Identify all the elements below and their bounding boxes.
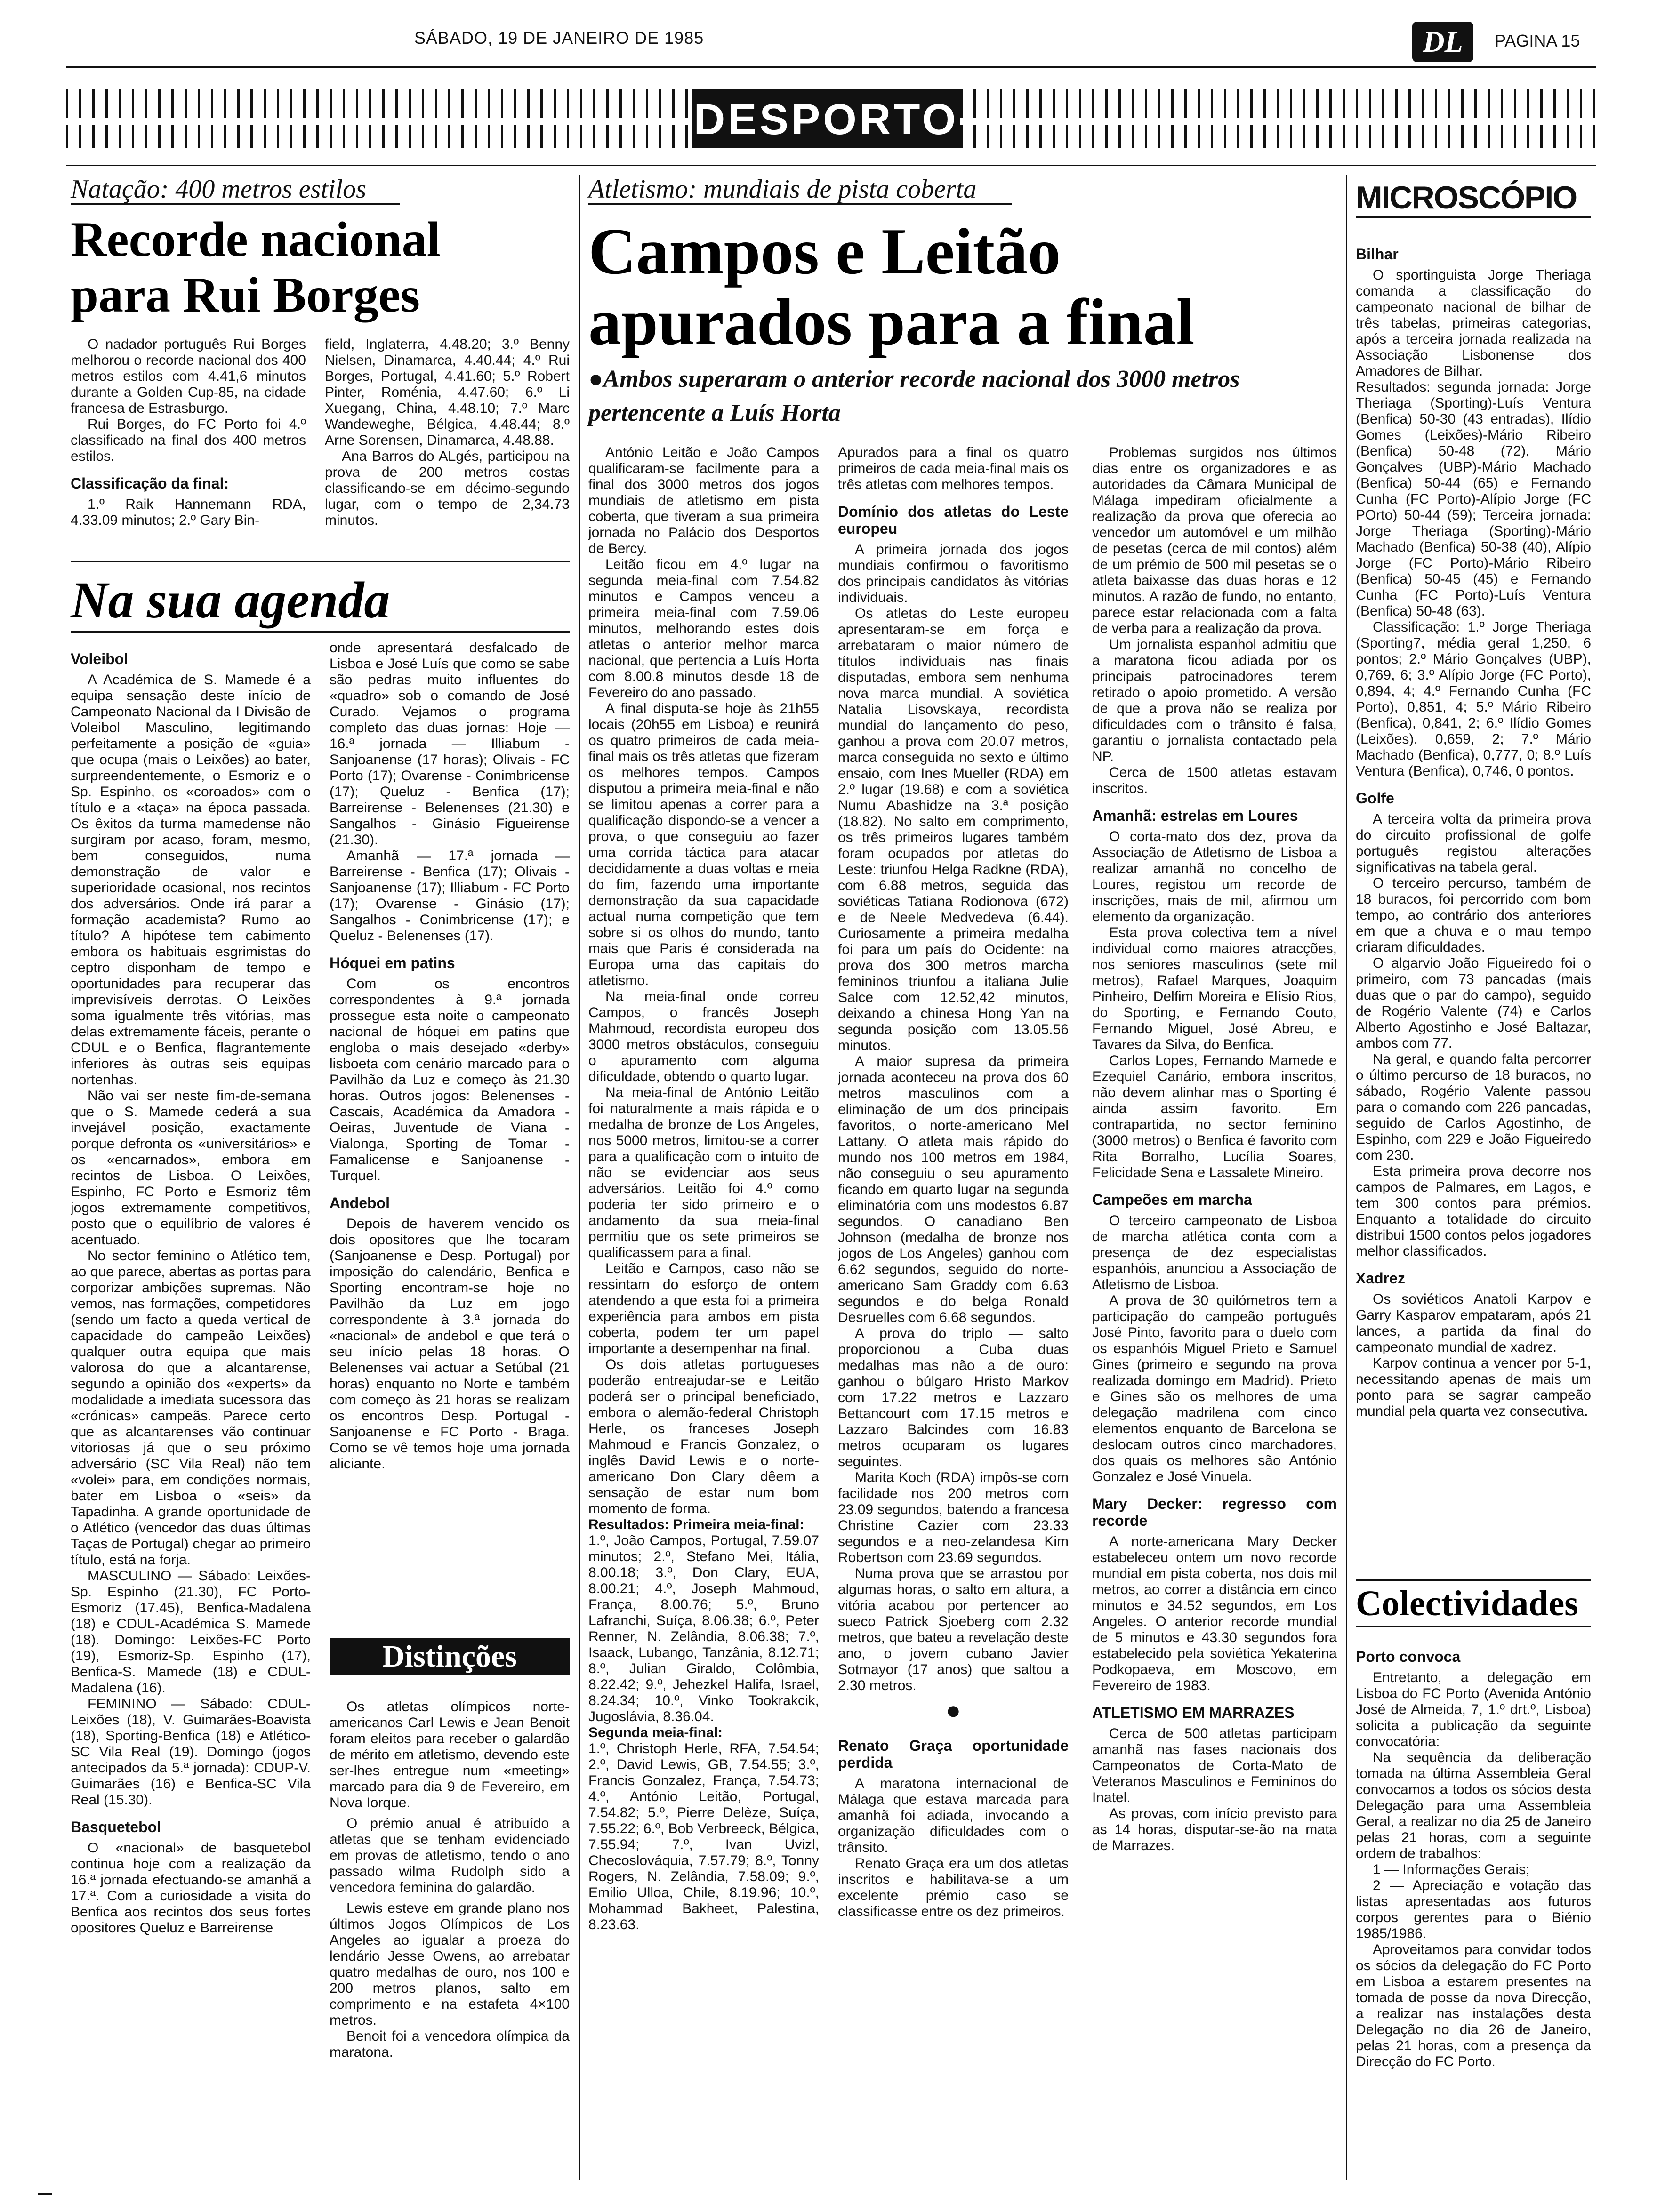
agenda-para: MASCULINO — Sábado: Leixões-Sp. Espinho (21.30), FC Porto-Esmoriz (17.45), Benfica-Madalena (18) e CDUL-Académica S. Mamede (18). Domingo: Leixões-FC Porto (19), Esmoriz-Sp. Espinho (17), Benfica-S. Mamede (18) e CDUL-Madalena (16). <box>71 1568 311 1696</box>
atletismo-results-heading: Resultados: Primeira meia-final: <box>588 1517 804 1532</box>
colectividades-para: Na sequência da deliberação tomada na última Assembleia Geral convocamos a todos os sócios desta Delegação para uma Assembleia Geral, a realizar no dia 25 de Janeiro pelas 21 horas, com a seguinte ordem de trabalhos: <box>1356 1750 1591 1861</box>
colectividades-para: Aproveitamos para convidar todos os sócios da delegação do FC Porto em Lisboa a estarem presentes na tomada de posse da nova Direcção, a realizar nas instalações desta Delegação no dia 26 de Janeiro, pelas 21 horas, com a presença da Direcção do FC Porto. <box>1356 1942 1591 2069</box>
microscopio-para: O sportinguista Jorge Theriaga comanda a classificação do campeonato nacional de bilhar de três tabelas, primeiras categorias, após a terceira jornada realizada na Associação Lisbonense dos Amadores de Bilhar. <box>1356 267 1591 379</box>
colectividades-para: Entretanto, a delegação em Lisboa do FC Porto (Avenida António José de Almeida, 7, 1.º drt.º, Lisboa) solicita a publicação da seguinte convocatória: <box>1356 1670 1591 1749</box>
atletismo-para: Cerca de 500 atletas participam amanhã nas fases nacionais dos Campeonatos de Corta-Mato de Veteranos Masculinos e Femininos do Inatel. <box>1092 1726 1337 1805</box>
natacao-para: O nadador português Rui Borges melhorou o recorde nacional dos 400 metros estilos com 4.41,6 minutos durante a Golden Cup-85, na cidade francesa de Estrasburgo. <box>71 337 306 416</box>
agenda-para: No sector feminino o Atlético tem, ao que parece, abertas as portas para corporizar ambições supremas. Não vemos, nas formações, competidores (sendo um facto a queda vertical de capacidade do campeão Leixões) qualquer outra equipa que mais valorosa do que a alcantarense, segundo a opinião dos «experts» da modalidade a imediata sucessora das «crónicas» campeãs. Parece certo que as alcantarenses vão continuar vitoriosas já que o seu próximo adversário (SC Vila Real) não tem «volei» para, em condições normais, bater em Lisboa o «seis» da Tapadinha. A grande oportunidade de o Atlético (vencedor das duas últimas Taças de Portugal) chegar ao primeiro título, está na forja. <box>71 1248 311 1568</box>
colectividades-para: 2 — Apreciação e votação das listas apresentadas aos futuros corpos gerentes para o Biénio 1985/1986. <box>1356 1878 1591 1941</box>
atletismo-para: 1.º, João Campos, Portugal, 7.59.07 minutos; 2.º, Stefano Mei, Itália, 8.00.18; 3.º, Don Clary, EUA, 8.00.21; 4.º, Joseph Mahmoud, França, 8.00.76; 5.º, Bruno Lafranchi, Suíça, 8.06.38; 6.º, Peter Renner, N. Zelândia, 8.06.38; 7.º, Isaack, Lubango, Tanzânia, 8.12.71; 8.º, Julian Giraldo, Colômbia, 8.22.42; 9.º, Jehezkel Halifa, Israel, 8.24.34; 10.º, Vinko Tookrakcik, Jugoslávia, 8.36.04. <box>588 1533 819 1724</box>
header-rule <box>66 66 1596 68</box>
distincoes-para: O prémio anual é atribuído a atletas que se tenham evidenciado em provas de atletismo, tendo o ano passado wilma Rudolph sido a vencedora feminina do galardão. <box>330 1816 570 1895</box>
distincoes-title-box <box>330 1638 570 1675</box>
microscopio-para: Na geral, e quando falta percorrer o último percurso de 18 buracos, no sábado, Rogério Valente passou para o comando com 226 pancadas, seguido de Carlos Agostinho, de Espinho, com 229 e João Figueiredo com 230. <box>1356 1051 1591 1163</box>
agenda-para: A Académica de S. Mamede é a equipa sensação deste início de Campeonato Nacional da I Divisão de Voleibol Masculino, legitimando perfeitamente a posição de «guia» que ocupa (mais o Leixões) ao bater, surpreendentemente, o Esmoriz e o Sp. Espinho, os «coroados» com o título e a «taça» na época passada. Os êxitos da turma mamedense não surgiram por acaso, foram, mesmo, bem conseguidos, numa demonstração de valor e superioridade ocasional, nos recintos dos adversários. Onde irá parar a formação academista? Rumo ao título? A hipótese tem cabimento embora os habituais esgrimistas do ceptro disponham de tempo e oportunidades para recuperar das imprevisíveis derrotas. O Leixões soma igualmente três vitórias, mas delas extremamente fáceis, perante o CDUL e o Benfica, flagrantemente inferiores às outras seis equipas nortenhas. <box>71 672 311 1088</box>
atletismo-para: A maior supresa da primeira jornada aconteceu na prova dos 60 metros masculinos com a eliminação de um dos principais favoritos, o norte-americano Mel Lattany. O atleta mais rápido do mundo nos 100 metros em 1984, não conseguiu o seu apuramento ficando em quarto lugar na segunda eliminatória com uns modestos 6.87 segundos. O canadiano Ben Johnson (medalha de bronze nos jogos de Los Angeles) ganhou com 6.62 segundos, seguido do norte-americano Sam Graddy com 6.63 segundos e do belga Ronald Desruelles com 6.68 segundos. <box>838 1054 1069 1325</box>
distincoes-para: Lewis esteve em grande plano nos últimos Jogos Olímpicos de Los Angeles ao igualar a proeza do lendário Jesse Owens, ao arrebatar quatro medalhas de ouro, nos 100 e 200 metros planos, salto em comprimento e na estafeta 4×100 metros. <box>330 1900 570 2028</box>
microscopio-title <box>1356 179 1591 218</box>
atletismo-para: Na meia-final de António Leitão foi naturalmente a mais rápida e o medalha de bronze de Los Angeles, nos 5000 metros, limitou-se a correr para a qualificação com o intuito de não se evidenciar aos seus adversários. Leitão foi 4.º como poderia ter sido primeiro e o andamento da sua meia-final permitiu que os sete primeiros se qualificassem para a final. <box>588 1085 819 1260</box>
atletismo-para: Cerca de 1500 atletas estavam inscritos. <box>1092 765 1337 796</box>
atletismo-para: Leitão ficou em 4.º lugar na segunda meia-final com 7.54.82 minutos e Campos venceu a primeira meia-final com 7.59.06 minutos, melhorando estes dois atletas o anterior melhor marca nacional, que pertencia a Luís Horta com 8.00.8 minutos desde 18 de Fevereiro do ano passado. <box>588 557 819 700</box>
bullet-icon: ● <box>945 1696 961 1724</box>
atletismo-para: A prova de 30 quilómetros tem a participação do campeão português José Pinto, favorito para o duelo com os espanhóis Miguel Prieto e Samuel Gines (primeiro e segundo na prova realizada domingo em Madrid). Prieto e Gines são os melhores de uma delegação madrilena com cinco elementos enquanto de Barcelona se deslocam outros cinco marchadores, dos quais os melhores são António Gonzalez e José Vinuela. <box>1092 1293 1337 1484</box>
agenda-subhead: Hóquei em patins <box>330 954 455 971</box>
natacao-para: 1.º Raik Hannemann RDA, 4.33.09 minutos; 2.º Gary Bin- <box>71 497 306 528</box>
natacao-bottom-rule <box>71 561 570 562</box>
natacao-kicker: Natação: 400 metros estilos <box>71 175 400 205</box>
agenda-headline: Na sua agenda <box>71 569 570 633</box>
atletismo-headline <box>588 216 1351 358</box>
atletismo-para: Carlos Lopes, Fernando Mamede e Ezequiel Canário, embora inscritos, não devem alinhar mas o Sporting é ainda assim favorito. Em contrapartida, no sector feminino (3000 metros) o Benfica é favorito com Rita Borralho, Lucília Soares, Felicidade Sena e Lassalete Mineiro. <box>1092 1053 1337 1180</box>
microscopio-para: O algarvio João Figueiredo foi o primeiro, com 73 pancadas (mais duas que o par do campo), seguido de Rogério Valente (74) e Carlos Alberto Agostinho e José Baltazar, ambos com 77. <box>1356 955 1591 1051</box>
atletismo-para: Esta prova colectiva tem a nível individual como maiores atracções, nos seniores masculinos (sete mil metros), Rafael Marques, Joaquim Pinheiro, Delfim Moreira e Elísio Rios, do Sporting, e Fernando Couto, Fernando Miguel, José Abreu, e Tavares da Silva, do Benfica. <box>1092 925 1337 1052</box>
agenda-para: Não vai ser neste fim-de-semana que o S. Mamede cederá a sua invejável posição, exactamente porque defronta os «universitários» e os «encarnados», embora em recintos de Lisboa. O Leixões, Espinho, FC Porto e Esmoriz têm jogos extremamente competitivos, posto que o equilíbrio de valores é acentuado. <box>71 1088 311 1248</box>
microscopio-title-text: MICROSCÓPIO <box>1356 180 1577 216</box>
natacao-sub: Classificação da final: <box>71 475 229 492</box>
banner-hatch-left-bottom <box>66 125 692 148</box>
microscopio-subhead: Xadrez <box>1356 1270 1405 1287</box>
distincoes-para: Os atletas olímpicos norte-americanos Carl Lewis e Jean Benoit foram eleitos para receber o galardão de mérito em atletismo, devendo este ser-lhes entregue num «meeting» marcado para dia 9 de Fevereiro, em Nova Iorque. <box>330 1699 570 1811</box>
agenda-para: Com os encontros correspondentes à 9.ª jornada prossegue esta noite o campeonato nacional de hóquei em patins que engloba o mais desejado «derby» lisboeta com cenário marcado para o Pavilhão da Luz e começo às 21.30 horas. Outros jogos: Belenenses - Cascais, Académica da Amadora - Oeiras, Juventude de Viana - Vialonga, Sporting de Tomar - Famalicense e Sanjoanense - Turquel. <box>330 976 570 1184</box>
banner-rule <box>66 165 1596 166</box>
agenda-para: Depois de haverem vencido os dois opositores que lhe tocaram (Sanjoanense e Desp. Portugal) por imposição do calendário, Benfica e Sporting encontram-se hoje no Pavilhão da Luz em jogo correspondente à 3.ª jornada do «nacional» de andebol e que terá o seu início pelas 18 horas. O Belenenses vai actuar a Setúbal (21 horas) enquanto no Norte e também com começo às 21 horas se realizam os encontros Desp. Portugal - Sanjoanense e FC Porto - Braga. Como se vê temos hoje uma jornada aliciante. <box>330 1216 570 1472</box>
colectividades-subhead: Porto convoca <box>1356 1648 1461 1665</box>
distincoes-col <box>330 1699 570 2170</box>
atletismo-para: Os atletas do Leste europeu apresentaram-se em força e arrebataram o maior número de títulos individuais nas finais disputadas, embora sem nenhuma nova marca mundial. A soviética Natalia Lisovskaya, recordista mundial do lançamento do peso, ganhou a prova com 20.07 metros, marca conseguida no sexto e último ensaio, com Ines Mueller (RDA) em 2.º lugar (19.68) e com a soviética Numu Abashidze na 3.ª posição (18.82). No salto em comprimento, os três primeiros lugares também foram ocupados por atletas do Leste: triunfou Helga Radkne (RDA), com 6.88 metros, seguida das soviéticas Tatiana Rodionova (672) e de Neele Medvedeva (6.44). Curiosamente a primeira medalha foi para um país do Ocidente: na prova dos 300 metros marcha femininos triunfou a italiana Julie Salce com 12.52,42 minutos, deixando a chinesa Hong Yan na segunda posição com 13.05.56 minutos. <box>838 606 1069 1053</box>
microscopio-para: Resultados: segunda jornada: Jorge Theriaga (Sporting)-Luís Ventura (Benfica) 50-30 (43 entradas), Ilídio Gomes (Leixões)-Mário Ribeiro (Benfica) 50-48 (72), Mário Gonçalves (UBP)-Mário Machado (Benfica) 50-44 (65) e Fernando Cunha (FC Porto)-Alípio Jorge (FC POrto) 50-44 (59); Terceira jornada: Jorge Theriaga (Sporting)-Mário Machado (Benfica) 50-38 (40), Alípio Jorge (FC Porto)-Mário Ribeiro (Benfica) 50-45 (45) e Fernando Cunha (FC Porto)-Luís Ventura (Benfica) 50-48 (63). <box>1356 379 1591 619</box>
page-number: PAGINA 15 <box>1495 31 1580 50</box>
microscopio-para: Os soviéticos Anatoli Karpov e Garry Kasparov empataram, após 21 lances, a partida da final do campeonato mundial de xadrez. <box>1356 1291 1591 1355</box>
atletismo-subhead: Domínio dos atletas do Leste europeu <box>838 503 1069 537</box>
colectividades-para: 1 — Informações Gerais; <box>1373 1862 1530 1877</box>
microscopio-para: Karpov continua a vencer por 5-1, necessitando apenas de mais um ponto para se sagrar campeão mundial pela quarta vez consecutiva. <box>1356 1355 1591 1419</box>
microscopio-para: A terceira volta da primeira prova do circuito profissional de golfe português registou alterações significativas na tabela geral. <box>1356 811 1591 875</box>
atletismo-subhead: Amanhã: estrelas em Loures <box>1092 807 1298 824</box>
distincoes-title: Distinções <box>382 1639 517 1674</box>
natacao-para: Rui Borges, do FC Porto foi 4.º classificado na final dos 400 metros estilos. <box>71 417 306 464</box>
atletismo-para: Leitão e Campos, caso não se ressintam do esforço de ontem atendendo a que esta foi a primeira experiência para ambos em pista coberta, podem ter um papel importante a desempenhar na final. <box>588 1261 819 1356</box>
atletismo-col1 <box>588 445 819 2167</box>
natacao-headline-line1: Recorde nacional <box>71 212 441 267</box>
atletismo-para: O corta-mato dos dez, prova da Associação de Atletismo de Lisboa a realizar amanhã no concelho de Loures, registou um recorde de inscrições, mais de mil, afirmou um elemento da organização. <box>1092 829 1337 924</box>
atletismo-subheadline-text: Ambos superaram o anterior recorde nacional dos 3000 metros pertencente a Luís Horta <box>588 366 1240 426</box>
agenda-subhead: Voleibol <box>71 650 129 667</box>
atletismo-kicker: Atletismo: mundiais de pista coberta <box>588 175 1012 205</box>
logo-text: DL <box>1423 25 1463 58</box>
agenda-subhead: Basquetebol <box>71 1819 161 1835</box>
atletismo-para: 1.º, Christoph Herle, RFA, 7.54.54; 2.º, David Lewis, GB, 7.54.55; 3.º, Francis Gonzalez, França, 7.54.73; 4.º, António Leitão, Portugal, 7.54.82; 5.º, Pierre Delèze, Suíça, 7.55.22; 6.º, Bob Verbreeck, Bélgica, 7.55.94; 7.º, Ivan Uvizl, Checoslováquia, 7.57.79; 8.º, Tonny Rogers, N. Zelândia, 7.58.09; 9.º, Emilio Ulloa, Chile, 8.19.96; 10.º, Mohammad Bakheet, Palestina, 8.23.63. <box>588 1741 819 1932</box>
atletismo-para: António Leitão e João Campos qualificaram-se facilmente para a final dos 3000 metros dos jogos mundiais de atletismo em pista coberta, que tiveram a sua primeira jornada no Palácio dos Desportos de Bercy. <box>588 445 819 556</box>
microscopio-subhead: Golfe <box>1356 790 1394 807</box>
distincoes-para: Benoit foi a vencedora olímpica da maratona. <box>330 2028 570 2060</box>
atletismo-headline-line1: Campos e Leitão <box>588 215 1061 288</box>
atletismo-para: A primeira jornada dos jogos mundiais confirmou o favoritismo dos principais candidatos às vitórias individuais. <box>838 542 1069 605</box>
atletismo-para: As provas, com início previsto para as 14 horas, disputar-se-ão na mata de Marrazes. <box>1092 1806 1337 1853</box>
atletismo-col3 <box>1092 445 1337 2167</box>
banner-hatch-right-top <box>960 89 1596 118</box>
newspaper-logo-icon <box>1412 22 1473 62</box>
agenda-para: onde apresentará desfalcado de Lisboa e José Luís que como se sabe são pedras muito influentes do «quadro» sob o comando de José Curado. Vejamos o programa completo das duas jornas: Hoje — 16.ª jornada — Illiabum - Sanjoanense (17 horas); Olivais - FC Porto (17); Ovarense - Conimbricense (17); Queluz - Benfica (17); Barreirense - Belenenses (21.30) e Sangalhos - Ginásio Figueirense (21.30). <box>330 640 570 848</box>
banner-hatch-left-top <box>66 89 692 118</box>
left-column-divider <box>579 175 580 2180</box>
colectividades-col <box>1356 1638 1591 2170</box>
atletismo-para: O terceiro campeonato de Lisboa de marcha atlética conta com a presença de dez especialistas espanhóis, anunciou a Associação de Atletismo de Lisboa. <box>1092 1213 1337 1292</box>
atletismo-subhead: ATLETISMO EM MARRAZES <box>1092 1704 1295 1721</box>
natacao-para: Ana Barros do ALgés, participou na prova de 200 metros costas classificando-se em décimo-segundo lugar, com o tempo de 2,34.73 minutos. <box>325 449 570 528</box>
microscopio-para: O terceiro percurso, também de 18 buracos, foi percorrido com bom tempo, ao contrário dos anteriores em que a chuva e o mau tempo criaram dificuldades. <box>1356 875 1591 955</box>
atletismo-para: A prova do triplo — salto proporcionou a Cuba duas medalhas mas não a de ouro: ganhou o búlgaro Hristo Markov com 17.22 metros e Lazzaro Bettancourt com 17.15 metros e Lazzaro Balcindes com 16.83 metros ocuparam os lugares seguintes. <box>838 1326 1069 1469</box>
page-date: SÁBADO, 19 DE JANEIRO DE 1985 <box>414 28 704 48</box>
atletismo-headline-line2: apurados para a final <box>588 286 1195 359</box>
atletismo-subhead: Mary Decker: regresso com recorde <box>1092 1495 1337 1529</box>
microscopio-para: Esta primeira prova decorre nos campos de Palmares, em Lagos, e tem 300 contos para prémios. Enquanto a totalidade do circuito distribui 1500 contos pelos jogadores melhor classificados. <box>1356 1163 1591 1259</box>
bullet-icon: ● <box>588 366 603 393</box>
atletismo-para: Um jornalista espanhol admitiu que a maratona ficou adiada por os principais patrocinadores terem retirado o apoio prometido. A versão de que a prova não se realiza por dificuldades com o trânsito é falsa, garantiu o jornalista contactado pela NP. <box>1092 637 1337 764</box>
atletismo-para: Os dois atletas portugueses poderão entreajudar-se e Leitão poderá ser o principal beneficiado, embora o alemão-federal Christoph Herle, os franceses Joseph Mahmoud e Francis Gonzalez, o inglês David Lewis e o norte-americano Don Clary dêem a sensação de estar num bom momento de forma. <box>588 1357 819 1516</box>
atletismo-para: Na meia-final onde correu Campos, o francês Joseph Mahmoud, recordista europeu dos 3000 metros obstáculos, conseguiu o apuramento com alguma dificuldade, obtendo o quarto lugar. <box>588 989 819 1084</box>
atletismo-subhead: Campeões em marcha <box>1092 1191 1252 1208</box>
microscopio-subhead: Bilhar <box>1356 246 1399 263</box>
atletismo-subhead: Renato Graça oportunidade perdida <box>838 1737 1069 1771</box>
atletismo-col2 <box>838 445 1069 2167</box>
atletismo-para: Marita Koch (RDA) impôs-se com facilidade nos 200 metros com 23.09 segundos, batendo a francesa Christine Cazier com 23.33 segundos e a neo-zelandesa Kim Robertson com 23.69 segundos. <box>838 1470 1069 1565</box>
natacao-headline <box>71 212 570 323</box>
right-column-divider <box>1346 175 1347 2180</box>
atletismo-para: Numa prova que se arrastou por algumas horas, o salto em altura, a vitória acabou por pertencer ao sueco Patrick Sjoeberg com 2.32 metros, que bateu a revelação deste ano, o jovem cubano Javier Sotmayor (17 anos) que saltou a 2.30 metros. <box>838 1566 1069 1693</box>
natacao-para: field, Inglaterra, 4.48.20; 3.º Benny Nielsen, Dinamarca, 4.40.44; 4.º Rui Borges, Portugal, 4.41.60; 5.º Robert Pinter, Roménia, 4.47.60; 6.º Li Xuegang, China, 4.48.10; 7.º Marc Wandeweghe, Bélgica, 4.48.44; 8.º Arne Sorensen, Dinamarca, 4.48.88. <box>325 337 570 448</box>
atletismo-subheadline <box>588 362 1351 430</box>
atletismo-para: A norte-americana Mary Decker estabeleceu ontem um novo recorde mundial em pista coberta, nos dois mil metros, ao correr a distância em cinco minutos e 34.52 segundos, em Los Angeles. O anterior recorde mundial de 5 minutos e 43.30 segundos fora estabelecido pela soviética Yekaterina Podkopaeva, em Moscovo, em Fevereiro de 1983. <box>1092 1534 1337 1693</box>
agenda-para: Amanhã — 17.ª jornada — Barreirense - Benfica (17); Olivais - Sanjoanense (17); Illiabum - FC Porto (17); Ovarense - Ginásio (17); Sangalhos - Conimbricense (17); e Queluz - Belenenses (17). <box>330 848 570 944</box>
atletismo-para: Renato Graça era um dos atletas inscritos e habilitava-se a um excelente prémio caso se classificasse entre os dez primeiros. <box>838 1856 1069 1919</box>
microscopio-col <box>1356 235 1591 1567</box>
corner-mark <box>38 2193 52 2195</box>
colectividades-title: Colectividades <box>1356 1579 1591 1627</box>
atletismo-results-heading: Segunda meia-final: <box>588 1725 723 1740</box>
agenda-col1 <box>71 640 311 2165</box>
atletismo-para: A maratona internacional de Málaga que estava marcada para amanhã foi adiada, invocando a organização dificuldades com o trânsito. <box>838 1776 1069 1855</box>
agenda-subhead: Andebol <box>330 1194 390 1211</box>
agenda-para: O «nacional» de basquetebol continua hoje com a realização da 16.ª jornada efectuando-se amanhã a 17.ª. Com a curiosidade a visita do Benfica aos recintos dos seus fortes opositores Queluz e Barreirense <box>71 1840 311 1936</box>
section-banner: DESPORTO <box>692 89 960 148</box>
agenda-para: FEMININO — Sábado: CDUL-Leixões (18), V. Guimarães-Boavista (18), Sporting-Benfica (18) e Atlético-SC Vila Real (19). Domingo (jogos antecipados da 5.ª jornada): CDUP-V. Guimarães (16) e Benfica-SC Vila Real (15.30). <box>71 1696 311 1808</box>
natacao-col1 <box>71 337 306 553</box>
microscopio-para: Classificação: 1.º Jorge Theriaga (Sporting7, média geral 1,250, 6 pontos; 2.º Mário Gonçalves (UBP), 0,769, 6; 3.º Alípio Jorge (FC Porto), 0,894, 4; 4.º Fernando Cunha (FC Porto), 0,851, 4; 5.º Mário Ribeiro (Benfica), 0,841, 2; 6.º Ilídio Gomes (Leixões), 0,659, 2; 7.º Mário Machado (Benfica), 0,777, 0; 8.º Luís Ventura (Benfica), 0,746, 0 pontos. <box>1356 619 1591 779</box>
agenda-col2 <box>330 640 570 1605</box>
atletismo-para: Apurados para a final os quatro primeiros de cada meia-final mais os três atletas com melhores tempos. <box>838 445 1069 492</box>
atletismo-para: Problemas surgidos nos últimos dias entre os organizadores e as autoridades da Câmara Municipal de Málaga impediram oficialmente a realização da prova que oferecia ao vencedor um automóvel e um milhão de pesetas (cerca de mil contos) além de um prémio de 500 mil pesetas se o atleta baixasse das duas horas e 12 minutos. A razão de fundo, no entanto, parece estar relacionada com a falta de verba para a realização da prova. <box>1092 445 1337 636</box>
atletismo-para: A final disputa-se hoje às 21h55 locais (20h55 em Lisboa) e reunirá os quatro primeiros de cada meia-final mais os três atletas que fizeram os melhores tempos. Campos disputou a primeira meia-final e não se limitou apenas a correr para a qualificação dispondo-se a vencer a prova, o que conseguiu ao fazer uma corrida táctica para atacar decididamente a duas voltas e meia do fim, fazendo uma importante demonstração da sua capacidade actual numa competição que tem sobre si os olhos do mundo, tanto mais que Paris é considerada na Europa uma das capitais do atletismo. <box>588 701 819 988</box>
natacao-headline-line2: para Rui Borges <box>71 267 420 322</box>
natacao-col2 <box>325 337 570 553</box>
banner-hatch-right-bottom <box>960 125 1596 148</box>
